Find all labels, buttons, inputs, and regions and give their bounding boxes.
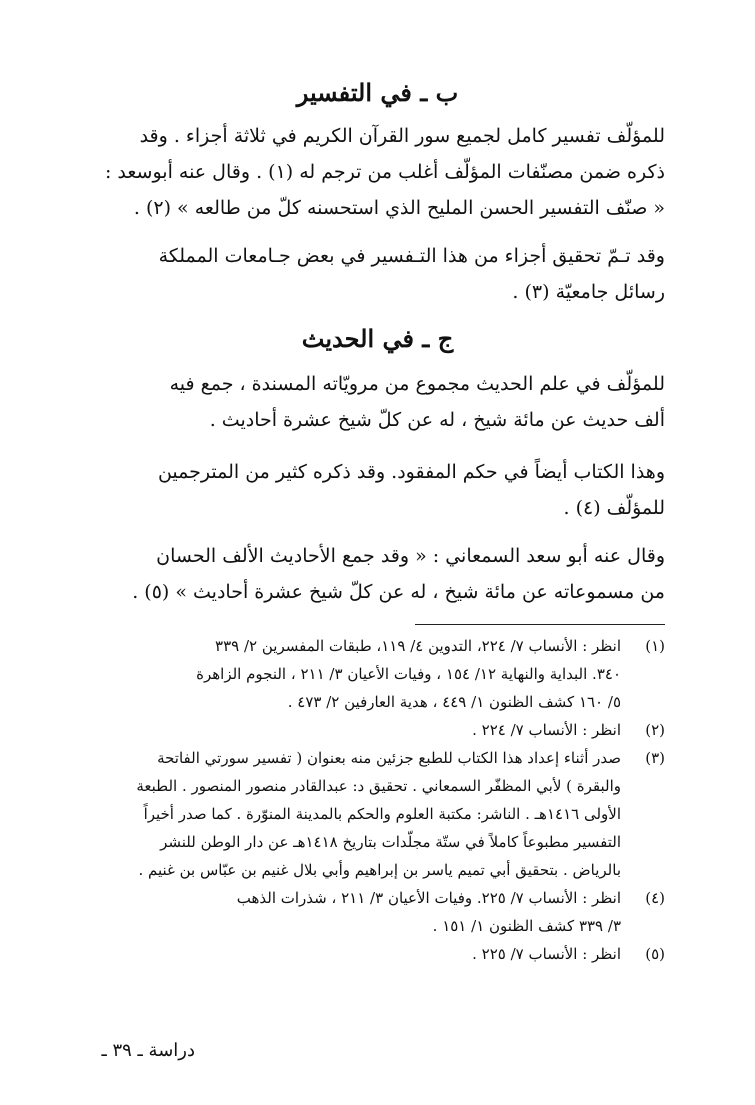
footnotes (45, 632, 665, 968)
paragraph-hadith-quote (45, 538, 665, 610)
footnote-2 (45, 716, 665, 744)
footnote-4 (45, 884, 665, 940)
text-line: ألف حديث عن مائة شيخ ، له عن كلّ شيخ عشرة أحاديث . (209, 409, 665, 431)
text-line: وقد تـمّ تحقيق أجزاء من هذا التـفسير في بعض جـامعات المملكة (158, 245, 665, 267)
text-line: للمؤلّف في علم الحديث مجموع من مرويّاته المسندة ، جمع فيه (169, 373, 665, 395)
paragraph-hadith-collection (45, 366, 665, 438)
text-line: رسائل جامعيّة (٣) . (512, 281, 665, 303)
footnote-5 (45, 940, 665, 968)
footnote-text (45, 632, 621, 716)
page-number: دراسة ـ ٣٩ ـ (101, 1040, 195, 1061)
text-line: ذكره ضمن مصنّفات المؤلّف أغلب من ترجم له (١) . وقال عنه أبوسعد : (104, 161, 665, 183)
paragraph-hadith-lost (45, 454, 665, 526)
footnote-number: (٣) (645, 749, 665, 767)
text-line: من مسموعاته عن مائة شيخ ، له عن كلّ شيخ عشرة أحاديث » (٥) . (132, 581, 665, 603)
footnote-line: انظر : الأنساب ٧/ ٢٢٥. وفيات الأعيان ٣/ ٢١١ ، شذرات الذهب (236, 889, 621, 907)
footnote-3 (45, 744, 665, 884)
section-heading-tafsir: ب ـ في التفسير (296, 78, 459, 107)
footnote-number: (٤) (645, 889, 665, 907)
footnote-line: انظر : الأنساب ٧/ ٢٢٤، التدوين ٤/ ١١٩، طبقات المفسرين ٢/ ٣٣٩ (215, 637, 621, 655)
text-line: للمؤلّف تفسير كامل لجميع سور القرآن الكريم في ثلاثة أجزاء . وقد (139, 125, 665, 147)
footnote-text (45, 744, 621, 884)
footnote-line: ٣/ ٣٣٩ كشف الظنون ١/ ١٥١ . (432, 917, 621, 935)
footnote-line: والبقرة ) لأبي المظفّر السمعاني . تحقيق د: عبدالقادر منصور المنصور . الطبعة (136, 777, 621, 795)
footnote-number: (٢) (645, 721, 665, 739)
paragraph-tafsir-editions (45, 238, 665, 310)
text-line: « صنّف التفسير الحسن المليح الذي استحسنه كلّ من طالعه » (٢) . (133, 197, 665, 219)
text-line: وهذا الكتاب أيضاً في حكم المفقود. وقد ذكره كثير من المترجمين (157, 461, 665, 483)
section-heading-hadith: ج ـ في الحديث (301, 324, 454, 353)
footnote-line: ٣٤٠. البداية والنهاية ١٢/ ١٥٤ ، وفيات الأعيان ٣/ ٢١١ ، النجوم الزاهرة (196, 665, 621, 683)
footnote-text (45, 940, 621, 968)
footnote-line: الأولى ١٤١٦هـ . الناشر: مكتبة العلوم والحكم بالمدينة المنوّرة . كما صدر أخيراً (143, 805, 621, 823)
footnote-line: انظر : الأنساب ٧/ ٢٢٤ . (472, 721, 621, 739)
footnote-number: (٥) (645, 945, 665, 963)
footnote-number: (١) (645, 637, 665, 655)
footnote-text (45, 716, 621, 744)
footnote-separator (415, 624, 665, 625)
footnote-line: التفسير مطبوعاً كاملاً في ستّة مجلّدات بتاريخ ١٤١٨هـ عن دار الوطن للنشر (160, 833, 621, 851)
footnote-line: ٥/ ١٦٠ كشف الظنون ١/ ٤٤٩ ، هدية العارفين ٢/ ٤٧٣ . (287, 693, 621, 711)
footnote-line: بالرياض . بتحقيق أبي تميم ياسر بن إبراهيم وأبي بلال غنيم بن عبّاس بن غنيم . (138, 861, 621, 879)
footnote-text (45, 884, 621, 940)
text-line: للمؤلّف (٤) . (563, 497, 665, 519)
footnote-line: صدر أثناء إعداد هذا الكتاب للطبع جزئين منه بعنوان ( تفسير سورتي الفاتحة (157, 749, 621, 767)
paragraph-tafsir-overview (45, 118, 665, 226)
footnote-1 (45, 632, 665, 716)
text-line: وقال عنه أبو سعد السمعاني : « وقد جمع الأحاديث الألف الحسان (156, 545, 665, 567)
footnote-line: انظر : الأنساب ٧/ ٢٢٥ . (472, 945, 621, 963)
